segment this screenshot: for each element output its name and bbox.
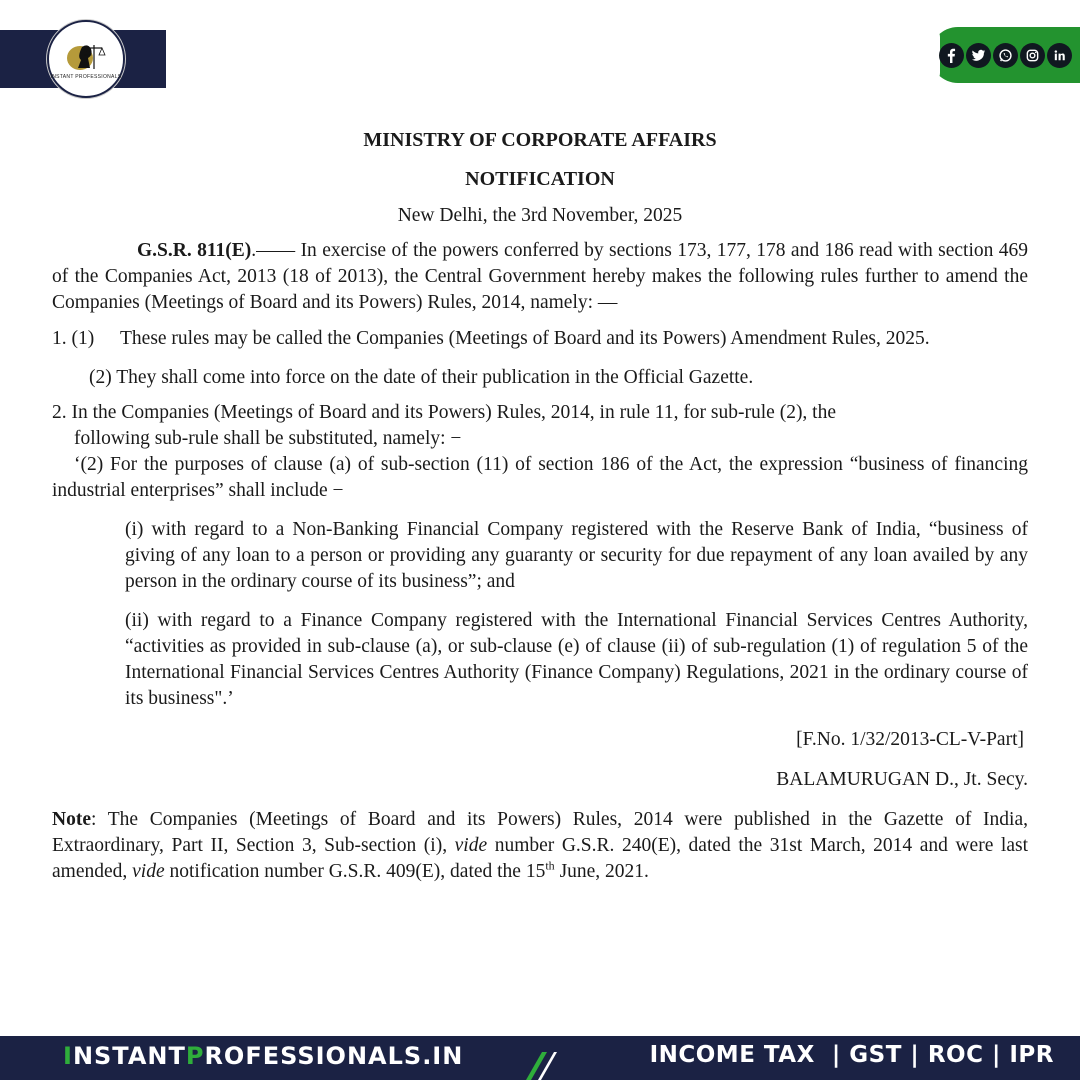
note-label: Note <box>52 809 91 830</box>
social-icons-bar <box>930 27 1080 83</box>
clause-ii: (ii) with regard to a Finance Company registered with the International Financial Services Centres Authority, “activities as provided in sub-clause (a), or sub-clause (e) of clause (ii) of sub-regulation (1) of regulation 5 of the International Financial Services Centres Authority (Finance Company) Regulations, 2021 in the ordinary course of its business".’ <box>125 610 1028 709</box>
ministry-title: MINISTRY OF CORPORATE AFFAIRS <box>363 129 717 151</box>
twitter-icon[interactable] <box>966 43 991 68</box>
instagram-icon[interactable] <box>1020 43 1045 68</box>
slash-decoration-icon <box>520 1036 560 1080</box>
note-superscript: th <box>545 858 555 873</box>
notification-heading: NOTIFICATION <box>465 168 615 190</box>
preamble-paragraph <box>52 238 1028 316</box>
rule-2-line-2: following sub-rule shall be substituted, namely: − <box>74 428 462 449</box>
note-vide-2: vide <box>132 861 165 882</box>
whatsapp-icon[interactable] <box>993 43 1018 68</box>
rule-1-1-text: These rules may be called the Companies (Meetings of Board and its Powers) Amendment Rules, 2025. <box>120 328 930 349</box>
rule-1-2: (2) They shall come into force on the date of their publication in the Official Gazette. <box>89 367 754 388</box>
file-number: [F.No. 1/32/2013-CL-V-Part] <box>796 729 1024 750</box>
substituted-sub-rule: ‘(2) For the purposes of clause (a) of sub-section (11) of section 186 of the Act, the expression “business of financing industrial enterprises” shall include − <box>52 454 1028 501</box>
rule-1-1-number: 1. (1) <box>52 328 95 349</box>
note-text-2: number G.S.R. 240(E), dated the 31st March, 2014 and were last amended, <box>52 835 1029 882</box>
linkedin-icon[interactable] <box>1047 43 1072 68</box>
rule-2-line-1: 2. In the Companies (Meetings of Board and its Powers) Rules, 2014, in rule 11, for sub-rule (2), the <box>52 402 837 423</box>
note-paragraph <box>52 807 1028 885</box>
note-text-4: June, 2021. <box>554 861 649 882</box>
logo-text: INSTANT PROFESSIONALS <box>50 73 122 80</box>
facebook-icon[interactable] <box>939 43 964 68</box>
brand-logo[interactable] <box>47 20 125 98</box>
website-link[interactable] <box>63 1042 463 1070</box>
gsr-number: G.S.R. 811(E) <box>137 240 252 261</box>
clause-i: (i) with regard to a Non-Banking Financial Company registered with the Reserve Bank of India, “business of giving of any loan to a person or providing any guaranty or security for due repayment of any loan availed by any person in the ordinary course of its business”; and <box>125 519 1028 592</box>
site-word-rest: ROFESSIONALS.IN <box>204 1042 464 1070</box>
site-letter-i: I <box>63 1042 73 1070</box>
site-letter-p: P <box>185 1042 205 1070</box>
footer-bar <box>0 1036 1080 1080</box>
services-list: INCOME TAX | GST | ROC | IPR <box>649 1042 1054 1068</box>
preamble-text: .—— In exercise of the powers conferred by sections 173, 177, 178 and 186 read with section 469 of the Companies Act, 2013 (18 of 2013), the Central Government hereby makes the following rules further to amend the Companies (Meetings of Board and its Powers) Rules, 2014, namely: — <box>52 240 1029 313</box>
note-text-3: notification number G.S.R. 409(E), dated the 15 <box>164 861 546 882</box>
signatory: BALAMURUGAN D., Jt. Secy. <box>776 769 1028 790</box>
rule-1-1 <box>52 326 1028 352</box>
note-vide-1: vide <box>454 835 488 856</box>
dateline: New Delhi, the 3rd November, 2025 <box>397 205 683 226</box>
scales-of-justice-icon <box>64 39 108 73</box>
note-text-1: : The Companies (Meetings of Board and its Powers) Rules, 2014 were published in the Gazette of India, Extraordinary, Part II, Section 3, Sub-section (i), <box>52 809 1028 856</box>
site-word-nstant: NSTANT <box>72 1042 186 1070</box>
notification-document <box>52 125 1028 885</box>
